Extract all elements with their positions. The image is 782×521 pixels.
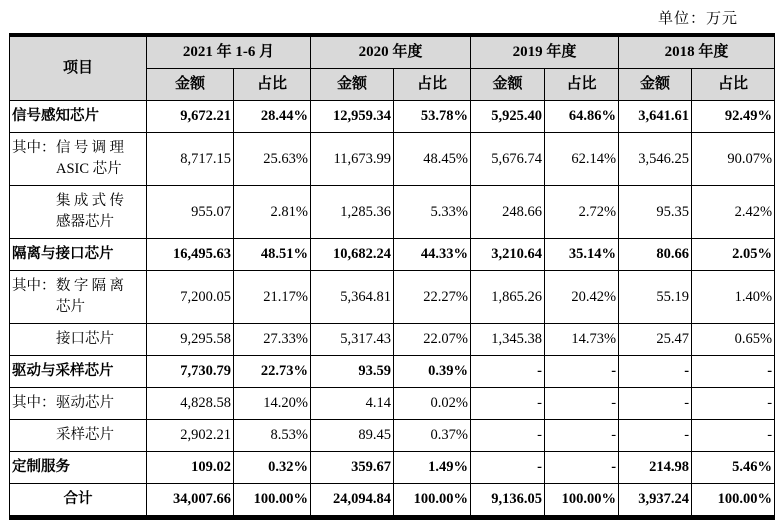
ratio-cell: 92.49% [692, 101, 775, 133]
item-header-cell: 项目 [10, 35, 147, 101]
amount-cell: 8,717.15 [147, 133, 234, 186]
row-label-text: 采样芯片 [56, 427, 114, 443]
row-label-prefix: 其中： [12, 140, 56, 156]
amount-cell: 2,902.21 [147, 420, 234, 452]
amount-cell: 1,345.38 [471, 324, 545, 356]
ratio-cell: 20.42% [545, 271, 619, 324]
ratio-cell: 21.17% [234, 271, 311, 324]
ratio-cell: - [692, 420, 775, 452]
row-label [10, 186, 147, 239]
ratio-cell: - [692, 356, 775, 388]
amount-cell: 3,937.24 [619, 484, 692, 518]
ratio-cell: 14.73% [545, 324, 619, 356]
row-label-text: 信号调理ASIC 芯片 [56, 140, 124, 177]
amount-cell: 89.45 [311, 420, 394, 452]
ratio-cell: 48.45% [394, 133, 471, 186]
row-label: 合计 [10, 484, 147, 518]
ratio-cell: 5.46% [692, 452, 775, 484]
unit-label: 单位：万元 [657, 11, 738, 27]
amount-header: 金额 [471, 69, 545, 101]
table-row-signal-sensing [10, 101, 775, 133]
amount-cell: 5,364.81 [311, 271, 394, 324]
amount-cell: 9,295.58 [147, 324, 234, 356]
ratio-cell: 2.81% [234, 186, 311, 239]
ratio-header: 占比 [692, 69, 775, 101]
period-header-2019: 2019 年度 [471, 35, 619, 69]
row-label-prefix: 其中： [12, 395, 56, 411]
ratio-header: 占比 [545, 69, 619, 101]
amount-cell: - [619, 388, 692, 420]
ratio-cell: 90.07% [692, 133, 775, 186]
ratio-cell: 0.39% [394, 356, 471, 388]
ratio-cell: 27.33% [234, 324, 311, 356]
row-label-text: 数字隔离芯片 [56, 278, 124, 315]
ratio-cell: 2.05% [692, 239, 775, 271]
amount-header: 金额 [311, 69, 394, 101]
row-label [10, 271, 147, 324]
amount-cell: 12,959.34 [311, 101, 394, 133]
row-label-text: 接口芯片 [56, 331, 114, 347]
ratio-cell: 44.33% [394, 239, 471, 271]
amount-cell: 34,007.66 [147, 484, 234, 518]
amount-cell: 109.02 [147, 452, 234, 484]
ratio-cell: 0.32% [234, 452, 311, 484]
amount-cell: 9,136.05 [471, 484, 545, 518]
row-label-text: 集成式传感器芯片 [56, 193, 124, 230]
ratio-cell: 22.27% [394, 271, 471, 324]
table-row-sampling-chip [10, 420, 775, 452]
amount-cell: 3,210.64 [471, 239, 545, 271]
amount-cell: 359.67 [311, 452, 394, 484]
amount-cell: - [471, 452, 545, 484]
ratio-cell: 0.37% [394, 420, 471, 452]
amount-cell: - [471, 356, 545, 388]
period-header-2018: 2018 年度 [619, 35, 775, 69]
amount-cell: 16,495.63 [147, 239, 234, 271]
amount-cell: - [471, 388, 545, 420]
ratio-cell: 5.33% [394, 186, 471, 239]
amount-cell: 9,672.21 [147, 101, 234, 133]
amount-cell: 248.66 [471, 186, 545, 239]
amount-cell: 5,317.43 [311, 324, 394, 356]
table-row-signal-conditioning-asic [10, 133, 775, 186]
ratio-cell: 22.07% [394, 324, 471, 356]
ratio-cell: 22.73% [234, 356, 311, 388]
row-label-text: 驱动芯片 [56, 395, 114, 411]
amount-cell: 7,200.05 [147, 271, 234, 324]
amount-cell: 25.47 [619, 324, 692, 356]
ratio-cell: 100.00% [545, 484, 619, 518]
amount-cell: 214.98 [619, 452, 692, 484]
row-label [10, 133, 147, 186]
ratio-cell: 2.42% [692, 186, 775, 239]
row-label: 隔离与接口芯片 [10, 239, 147, 271]
table-row-driver-chip [10, 388, 775, 420]
table-row-interface-chip [10, 324, 775, 356]
ratio-header: 占比 [234, 69, 311, 101]
row-label-prefix: 其中： [12, 278, 56, 294]
row-label [10, 324, 147, 356]
amount-cell: 1,285.36 [311, 186, 394, 239]
table-row-driver-sampling [10, 356, 775, 388]
ratio-cell: 48.51% [234, 239, 311, 271]
amount-cell: - [471, 420, 545, 452]
amount-cell: 3,641.61 [619, 101, 692, 133]
table-row-custom-services [10, 452, 775, 484]
amount-cell: 95.35 [619, 186, 692, 239]
ratio-cell: 100.00% [234, 484, 311, 518]
ratio-cell: 100.00% [394, 484, 471, 518]
revenue-breakdown-table [9, 33, 775, 520]
table-row-integrated-sensor [10, 186, 775, 239]
period-header-2020: 2020 年度 [311, 35, 471, 69]
amount-cell: 80.66 [619, 239, 692, 271]
amount-cell: - [619, 420, 692, 452]
table-row-total [10, 484, 775, 518]
row-label: 定制服务 [10, 452, 147, 484]
ratio-cell: - [545, 420, 619, 452]
amount-cell: 7,730.79 [147, 356, 234, 388]
amount-cell: 11,673.99 [311, 133, 394, 186]
ratio-cell: 28.44% [234, 101, 311, 133]
row-label: 信号感知芯片 [10, 101, 147, 133]
amount-cell: - [619, 356, 692, 388]
ratio-cell: 14.20% [234, 388, 311, 420]
ratio-cell: 25.63% [234, 133, 311, 186]
amount-cell: 55.19 [619, 271, 692, 324]
amount-cell: 1,865.26 [471, 271, 545, 324]
amount-cell: 955.07 [147, 186, 234, 239]
ratio-cell: 1.49% [394, 452, 471, 484]
amount-cell: 93.59 [311, 356, 394, 388]
ratio-cell: 2.72% [545, 186, 619, 239]
ratio-cell: 64.86% [545, 101, 619, 133]
ratio-cell: - [692, 388, 775, 420]
table-row-digital-isolation [10, 271, 775, 324]
row-label [10, 388, 147, 420]
ratio-cell: 53.78% [394, 101, 471, 133]
amount-header: 金额 [619, 69, 692, 101]
ratio-cell: 0.02% [394, 388, 471, 420]
table-row-isolation-interface [10, 239, 775, 271]
ratio-cell: 8.53% [234, 420, 311, 452]
amount-header: 金额 [147, 69, 234, 101]
ratio-cell: - [545, 356, 619, 388]
amount-cell: 4.14 [311, 388, 394, 420]
header-row-periods [10, 35, 775, 69]
amount-cell: 24,094.84 [311, 484, 394, 518]
row-label [10, 420, 147, 452]
ratio-cell: 35.14% [545, 239, 619, 271]
amount-cell: 5,925.40 [471, 101, 545, 133]
period-header-2021: 2021 年 1-6 月 [147, 35, 311, 69]
amount-cell: 3,546.25 [619, 133, 692, 186]
ratio-cell: 100.00% [692, 484, 775, 518]
ratio-cell: - [545, 452, 619, 484]
ratio-header: 占比 [394, 69, 471, 101]
amount-cell: 10,682.24 [311, 239, 394, 271]
amount-cell: 5,676.74 [471, 133, 545, 186]
ratio-cell: 0.65% [692, 324, 775, 356]
ratio-cell: - [545, 388, 619, 420]
row-label: 驱动与采样芯片 [10, 356, 147, 388]
ratio-cell: 1.40% [692, 271, 775, 324]
ratio-cell: 62.14% [545, 133, 619, 186]
amount-cell: 4,828.58 [147, 388, 234, 420]
